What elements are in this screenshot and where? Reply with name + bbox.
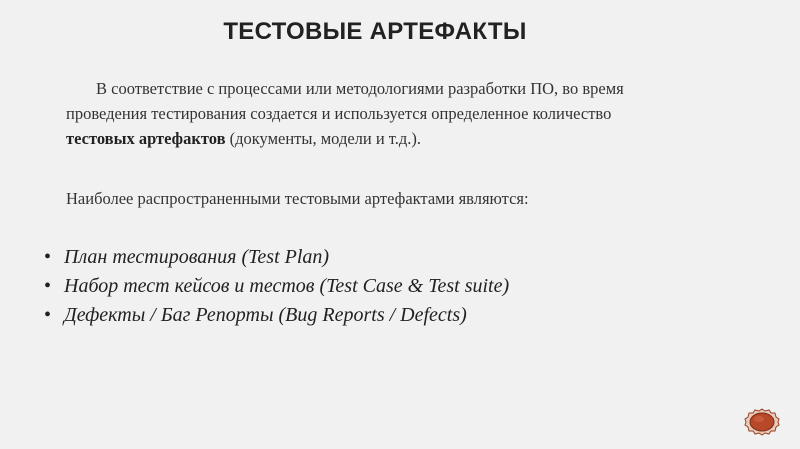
bullet-icon: • [44, 275, 52, 297]
list-item [40, 243, 509, 272]
bullet-icon: • [44, 304, 52, 326]
intro-line-2: проведения тестирования создается и используется определенное количество [66, 104, 612, 123]
list-item-text: Дефекты / Баг Репорты (Bug Reports / Defects) [64, 304, 467, 326]
artifact-list [40, 243, 509, 330]
lead-text: Наиболее распространенными тестовыми артефактами являются: [66, 189, 529, 208]
bullet-icon: • [44, 246, 52, 268]
intro-bold-term: тестовых артефактов [66, 129, 226, 148]
list-item-text: Набор тест кейсов и тестов (Test Case & Test suite) [64, 275, 510, 297]
intro-line-3-rest: (документы, модели и т.д.). [225, 129, 422, 148]
list-item-text: План тестирования (Test Plan) [64, 246, 330, 268]
ornamental-badge-icon [744, 408, 780, 436]
intro-paragraph [66, 76, 744, 151]
list-item [40, 301, 509, 330]
list-item [40, 272, 509, 301]
intro-line-1: В соответствие с процессами или методологиями разработки ПО, во время [96, 79, 624, 98]
slide-title: ТЕСТОВЫЕ АРТЕФАКТЫ [223, 18, 527, 45]
intro-line-3 [66, 126, 744, 151]
